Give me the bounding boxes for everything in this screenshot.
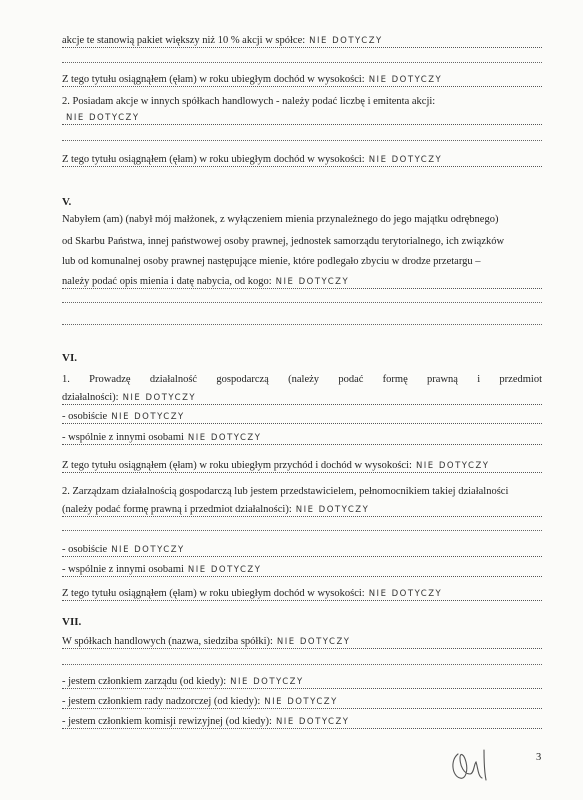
business-item [62, 374, 542, 386]
audit-member-line [62, 716, 542, 729]
word: prawną [427, 374, 458, 385]
board-member-label: - jestem członkiem zarządu (od kiedy): [62, 676, 227, 687]
handwritten-answer: NIE DOTYCZY [309, 36, 383, 46]
word: i [477, 374, 481, 385]
income-label: Z tego tytułu osiągnąłem (ęłam) w roku ubiegłym przychód i dochód w wysokości: [62, 460, 412, 471]
dotted-rule [62, 664, 542, 665]
word: (należy [288, 374, 320, 385]
handwritten-answer: NIE DOTYCZY [295, 505, 370, 515]
personal-line [62, 411, 542, 424]
handwritten-answer: NIE DOTYCZY [187, 433, 262, 443]
handwritten-answer: NIE DOTYCZY [111, 545, 185, 555]
word: podać [338, 374, 364, 385]
handwritten-answer: NIE DOTYCZY [275, 277, 350, 287]
other-shares-item [62, 96, 542, 108]
handwritten-answer: NIE DOTYCZY [66, 113, 140, 123]
companies-line [62, 636, 542, 649]
handwritten-answer: NIE DOTYCZY [368, 75, 443, 85]
income-label: Z tego tytułu osiągnąłem (ęłam) w roku ubiegłym dochód w wysokości: [62, 588, 365, 599]
dotted-rule [62, 324, 542, 325]
income-line [62, 460, 542, 473]
board-member-line [62, 676, 542, 689]
section-heading-v: V. [62, 196, 72, 208]
shares-stake-label: akcje te stanowią pakiet większy niż 10 % akcji w spółce: [62, 35, 306, 46]
business-type-label: działalności): [62, 392, 119, 403]
word: 1. [62, 374, 70, 385]
dotted-rule [62, 140, 542, 141]
income-label: Z tego tytułu osiągnąłem (ęłam) w roku ubiegłym dochód w wysokości: [62, 74, 365, 85]
management-item: 2. Zarządzam działalnością gospodarczą lub jestem przedstawicielem, pełnomocnikiem takiej działalności [62, 486, 509, 497]
joint-label: - wspólnie z innymi osobami [62, 432, 184, 443]
word: przedmiot [499, 374, 542, 385]
section-v-text: lub od komunalnej osoby prawnej następujące mienie, które podlegało zbyciu w drodze przetargu – [62, 256, 481, 267]
personal-label: - osobiście [62, 411, 108, 422]
handwritten-signature [448, 740, 494, 786]
word: formę [382, 374, 408, 385]
joint-line [62, 432, 542, 445]
income-line [62, 154, 542, 167]
personal-label: - osobiście [62, 544, 108, 555]
dotted-rule [62, 302, 542, 303]
acquisition-line [62, 276, 542, 289]
section-heading-vii: VII. [62, 616, 82, 628]
management-type-label: (należy podać formę prawną i przedmiot działalności): [62, 504, 292, 515]
supervisory-member-label: - jestem członkiem rady nadzorczej (od kiedy): [62, 696, 261, 707]
section-v-text: od Skarbu Państwa, innej państwowej osoby prawnej, jednostek samorządu terytorialnego, ich związków [62, 236, 505, 247]
other-shares-label: 2. Posiadam akcje w innych spółkach handlowych - należy podać liczbę i emitenta akcji: [62, 96, 436, 107]
handwritten-answer: NIE DOTYCZY [368, 589, 443, 599]
page-number: 3 [536, 752, 542, 763]
other-shares-answer-line [62, 112, 542, 125]
handwritten-answer: NIE DOTYCZY [122, 393, 197, 403]
companies-label: W spółkach handlowych (nazwa, siedziba spółki): [62, 636, 273, 647]
handwritten-answer: NIE DOTYCZY [230, 677, 304, 687]
handwritten-answer: NIE DOTYCZY [415, 461, 490, 471]
handwritten-answer: NIE DOTYCZY [368, 155, 443, 165]
handwritten-answer: NIE DOTYCZY [275, 717, 350, 727]
supervisory-member-line [62, 696, 542, 709]
income-label: Z tego tytułu osiągnąłem (ęłam) w roku ubiegłym dochód w wysokości: [62, 154, 365, 165]
handwritten-answer: NIE DOTYCZY [187, 565, 262, 575]
dotted-rule [62, 62, 542, 63]
handwritten-answer: NIE DOTYCZY [264, 697, 338, 707]
income-line [62, 588, 542, 601]
dotted-rule [62, 530, 542, 531]
joint-line [62, 564, 542, 577]
section-heading-vi: VI. [62, 352, 77, 364]
shares-stake-line [62, 35, 542, 48]
income-line [62, 74, 542, 87]
acquisition-label: należy podać opis mienia i datę nabycia, od kogo: [62, 276, 272, 287]
audit-member-label: - jestem członkiem komisji rewizyjnej (od kiedy): [62, 716, 272, 727]
handwritten-answer: NIE DOTYCZY [111, 412, 185, 422]
business-type-line [62, 392, 542, 405]
personal-line [62, 544, 542, 557]
word: działalność [149, 374, 198, 385]
word: gospodarczą [216, 374, 269, 385]
section-v-text: Nabyłem (am) (nabył mój małżonek, z wyłączeniem mienia przynależnego do jego majątku odrębnego) [62, 214, 499, 225]
management-type-line [62, 504, 542, 517]
joint-label: - wspólnie z innymi osobami [62, 564, 184, 575]
handwritten-answer: NIE DOTYCZY [276, 637, 351, 647]
word: Prowadzę [89, 374, 131, 385]
